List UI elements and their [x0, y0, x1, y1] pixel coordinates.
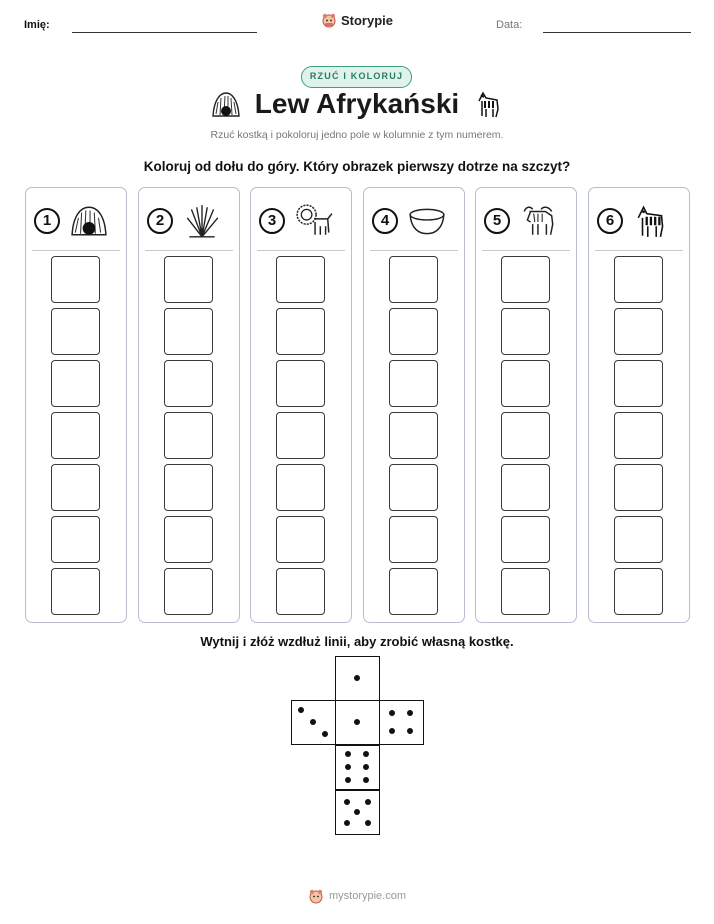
cut-instruction: Wytnij i złóż wzdłuż linii, aby zrobić własną kostkę. [200, 634, 514, 649]
date-label: Data: [496, 19, 523, 31]
column-divider [370, 250, 458, 251]
color-cell[interactable] [51, 568, 100, 615]
dice-pip [407, 728, 413, 734]
title-row [0, 88, 714, 120]
dice-pip [365, 799, 371, 805]
color-cell[interactable] [501, 360, 550, 407]
grass-icon [183, 203, 221, 239]
color-cell[interactable] [614, 568, 663, 615]
color-cell[interactable] [501, 516, 550, 563]
column-5 [475, 187, 577, 623]
bowl-icon [408, 203, 446, 239]
column-2 [138, 187, 240, 623]
color-cell[interactable] [389, 412, 438, 459]
column-1 [25, 187, 127, 623]
color-cell[interactable] [51, 516, 100, 563]
dice-pip [345, 764, 351, 770]
color-cell[interactable] [276, 568, 325, 615]
column-header [597, 198, 683, 244]
column-header [259, 198, 345, 244]
dice-pip [354, 675, 360, 681]
activity-badge: RZUĆ I KOLORUJ [301, 66, 412, 88]
zebra-icon [473, 89, 503, 119]
color-cell[interactable] [276, 256, 325, 303]
color-cell[interactable] [51, 256, 100, 303]
brand-logo [0, 12, 714, 28]
dice-pip [389, 728, 395, 734]
dice-face-5 [335, 790, 380, 835]
column-number: 3 [259, 208, 285, 234]
dice-pip [345, 751, 351, 757]
dice-face-3 [291, 700, 336, 745]
color-cell[interactable] [501, 308, 550, 355]
cave-icon [211, 90, 241, 118]
column-divider [482, 250, 570, 251]
color-cell[interactable] [389, 516, 438, 563]
color-cell[interactable] [164, 412, 213, 459]
dice-pip [363, 764, 369, 770]
dice-pip [344, 820, 350, 826]
column-number: 5 [484, 208, 510, 234]
color-cell[interactable] [276, 412, 325, 459]
dice-pip [344, 799, 350, 805]
wildebeest-icon [520, 203, 558, 239]
dice-pip [310, 719, 316, 725]
dice-pip [354, 809, 360, 815]
color-cell[interactable] [164, 308, 213, 355]
color-cell[interactable] [389, 256, 438, 303]
name-label: Imię: [24, 19, 50, 31]
column-divider [257, 250, 345, 251]
instruction: Koloruj od dołu do góry. Który obrazek pierwszy dotrze na szczyt? [143, 159, 571, 174]
column-4 [363, 187, 465, 623]
dice-pip [345, 777, 351, 783]
column-header [147, 198, 233, 244]
page-title: Lew Afrykański [254, 88, 460, 119]
brand-name: Storypie [340, 12, 393, 28]
name-line[interactable] [72, 32, 257, 33]
dice-pip [407, 710, 413, 716]
color-cell[interactable] [389, 464, 438, 511]
color-cell[interactable] [51, 412, 100, 459]
color-cell[interactable] [614, 308, 663, 355]
column-divider [145, 250, 233, 251]
storypie-mascot-icon [308, 888, 324, 904]
zebra-icon [633, 203, 671, 239]
dice-face-1 [335, 656, 380, 701]
color-cell[interactable] [276, 360, 325, 407]
color-cell[interactable] [164, 464, 213, 511]
color-cell[interactable] [614, 256, 663, 303]
color-cell[interactable] [276, 464, 325, 511]
color-cell[interactable] [614, 464, 663, 511]
color-cell[interactable] [164, 516, 213, 563]
column-divider [595, 250, 683, 251]
dice-pip [389, 710, 395, 716]
column-header [372, 198, 458, 244]
dice-face-1 [335, 700, 380, 745]
dice-face-6 [335, 745, 380, 790]
color-cell[interactable] [501, 568, 550, 615]
column-number: 1 [34, 208, 60, 234]
column-header [34, 198, 120, 244]
dice-pip [354, 719, 360, 725]
footer [0, 888, 714, 904]
column-number: 4 [372, 208, 398, 234]
color-cell[interactable] [614, 360, 663, 407]
color-cell[interactable] [164, 360, 213, 407]
column-3 [250, 187, 352, 623]
color-cell[interactable] [501, 256, 550, 303]
color-cell[interactable] [614, 516, 663, 563]
column-number: 6 [597, 208, 623, 234]
cave-icon [70, 203, 108, 239]
dice-pip [363, 777, 369, 783]
dice-pip [365, 820, 371, 826]
column-number: 2 [147, 208, 173, 234]
color-cell[interactable] [164, 568, 213, 615]
color-cell[interactable] [389, 568, 438, 615]
color-cell[interactable] [276, 308, 325, 355]
dice-face-4 [379, 700, 424, 745]
dice-pip [363, 751, 369, 757]
column-divider [32, 250, 120, 251]
color-cell[interactable] [51, 464, 100, 511]
color-cell[interactable] [51, 308, 100, 355]
column-header [484, 198, 570, 244]
lion-icon [295, 203, 333, 239]
color-cell[interactable] [614, 412, 663, 459]
dice-pip [322, 731, 328, 737]
color-cell[interactable] [276, 516, 325, 563]
dice-pip [298, 707, 304, 713]
footer-url[interactable]: mystorypie.com [328, 890, 407, 902]
storypie-mascot-icon [321, 12, 337, 28]
column-6 [588, 187, 690, 623]
color-cell[interactable] [501, 464, 550, 511]
color-cell[interactable] [501, 412, 550, 459]
date-line[interactable] [543, 32, 691, 33]
color-cell[interactable] [389, 308, 438, 355]
color-cell[interactable] [389, 360, 438, 407]
color-cell[interactable] [51, 360, 100, 407]
subtitle: Rzuć kostką i pokoloruj jedno pole w kolumnie z tym numerem. [210, 129, 504, 141]
color-cell[interactable] [164, 256, 213, 303]
